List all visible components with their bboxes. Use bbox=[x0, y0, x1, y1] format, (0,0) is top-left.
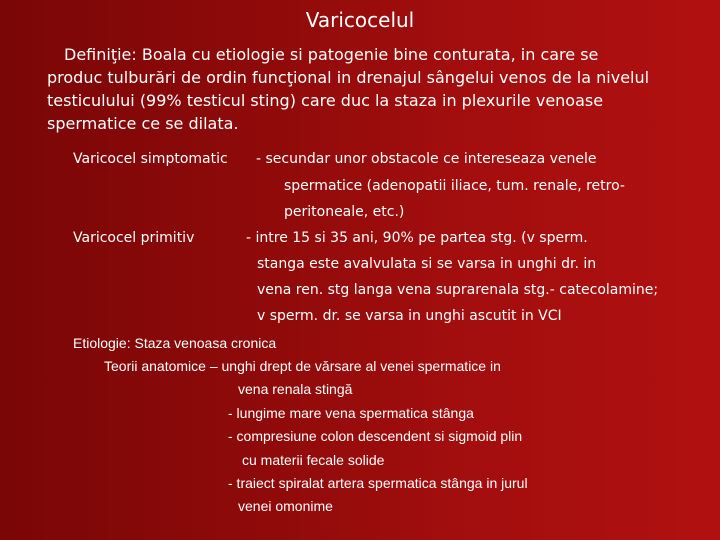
etiology-item-cont: cu materii fecale solide bbox=[242, 452, 385, 468]
primitive-label: Varicocel primitiv bbox=[73, 230, 195, 246]
etiology-item: - compresiune colon descendent si sigmoid plin bbox=[228, 428, 523, 444]
etiology-heading: Etiologie: Staza venoasa cronica bbox=[73, 335, 277, 351]
symptomatic-desc-line: - secundar unor obstacole ce intereseaza venele bbox=[256, 151, 597, 167]
symptomatic-label: Varicocel simptomatic bbox=[73, 151, 228, 167]
etiology-item: - lungime mare vena spermatica stânga bbox=[228, 405, 474, 421]
etiology-theory-cont: vena renala stingă bbox=[238, 381, 353, 397]
etiology-item: - traiect spiralat artera spermatica stânga in jurul bbox=[228, 475, 528, 491]
primitive-desc-line: vena ren. stg langa vena suprarenala stg.- catecolamine; bbox=[257, 282, 659, 298]
slide-title: Varicocelul bbox=[305, 8, 415, 32]
symptomatic-desc-line: spermatice (adenopatii iliace, tum. renale, retro- bbox=[284, 178, 625, 194]
primitive-desc-line: v sperm. dr. se varsa in unghi ascutit in VCI bbox=[257, 308, 562, 324]
etiology-item-cont: venei omonime bbox=[238, 498, 333, 514]
primitive-desc-line: stanga este avalvulata si se varsa in unghi dr. in bbox=[257, 256, 597, 272]
definition-line: produc tulburări de ordin funcţional in drenajul sângelui venos de la nivelul bbox=[47, 68, 650, 87]
etiology-theory: Teorii anatomice – unghi drept de vărsare al venei spermatice in bbox=[104, 358, 501, 374]
symptomatic-desc-line: peritoneale, etc.) bbox=[284, 204, 405, 220]
primitive-desc-line: - intre 15 si 35 ani, 90% pe partea stg. (v sperm. bbox=[246, 230, 588, 246]
definition-line: Definiţie: Boala cu etiologie si patogenie bine conturata, in care se bbox=[64, 45, 599, 64]
definition-line: testiculului (99% testicul sting) care duc la staza in plexurile venoase bbox=[47, 91, 604, 110]
definition-line: spermatice ce se dilata. bbox=[47, 114, 239, 133]
